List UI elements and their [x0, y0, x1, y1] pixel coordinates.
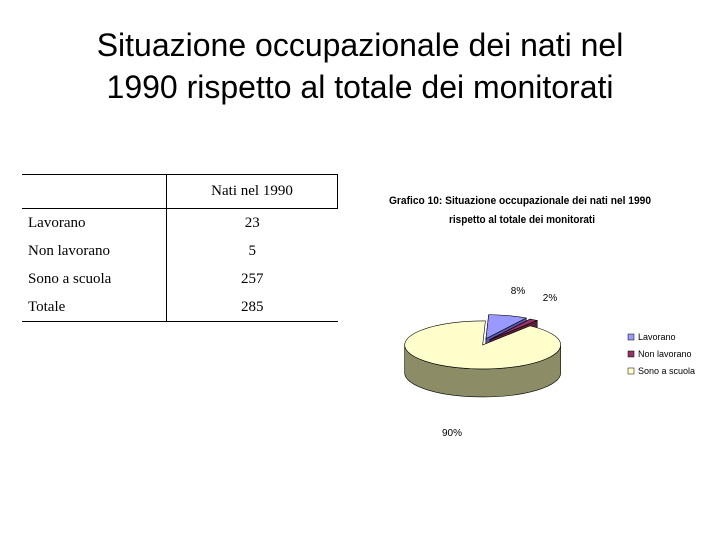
- chart-title-line-2: rispetto al totale dei monitorati: [449, 214, 595, 226]
- slide-title: [20, 24, 700, 108]
- row-value: 23: [244, 214, 260, 231]
- table-row: [22, 293, 338, 322]
- table-row: [22, 237, 338, 265]
- row-value: 257: [241, 270, 264, 287]
- row-label: Sono a scuola: [22, 265, 167, 293]
- pie-slice-sono-a-scuola: [405, 321, 561, 369]
- table-row: [22, 209, 338, 238]
- legend-swatch-sono-a-scuola: [628, 368, 634, 374]
- legend-label-non-lavorano: Non lavorano: [638, 349, 692, 359]
- row-label: Non lavorano: [22, 237, 167, 265]
- data-label-lavorano: 8%: [510, 286, 526, 297]
- chart-legend: [628, 332, 695, 376]
- row-value: 5: [248, 242, 256, 259]
- table-header-row: [22, 175, 338, 209]
- legend-swatch-lavorano: [628, 334, 634, 340]
- data-label-sono-a-scuola: 90%: [441, 428, 463, 439]
- row-label: Lavorano: [22, 209, 167, 238]
- slide-title-line-2: 1990 rispetto al totale dei monitorati: [106, 69, 614, 105]
- table-row: [22, 265, 338, 293]
- row-value: 285: [167, 293, 338, 322]
- chart-title-line-1: Grafico 10: Situazione occupazionale dei nati nel 1990: [389, 195, 651, 207]
- data-label-non-lavorano: 2%: [542, 293, 558, 304]
- row-label: Totale: [22, 293, 167, 322]
- legend-label-sono-a-scuola: Sono a scuola: [638, 366, 696, 376]
- pie-slices: [405, 315, 561, 397]
- pie-chart: [372, 184, 712, 454]
- legend-swatch-non-lavorano: [628, 351, 634, 357]
- table-header-empty: [22, 175, 167, 209]
- slide-title-line-1: Situazione occupazionale dei nati nel: [96, 27, 624, 63]
- table-header-nati-1990: Nati nel 1990: [167, 175, 338, 209]
- legend-label-lavorano: Lavorano: [638, 332, 676, 342]
- data-table: [22, 174, 338, 322]
